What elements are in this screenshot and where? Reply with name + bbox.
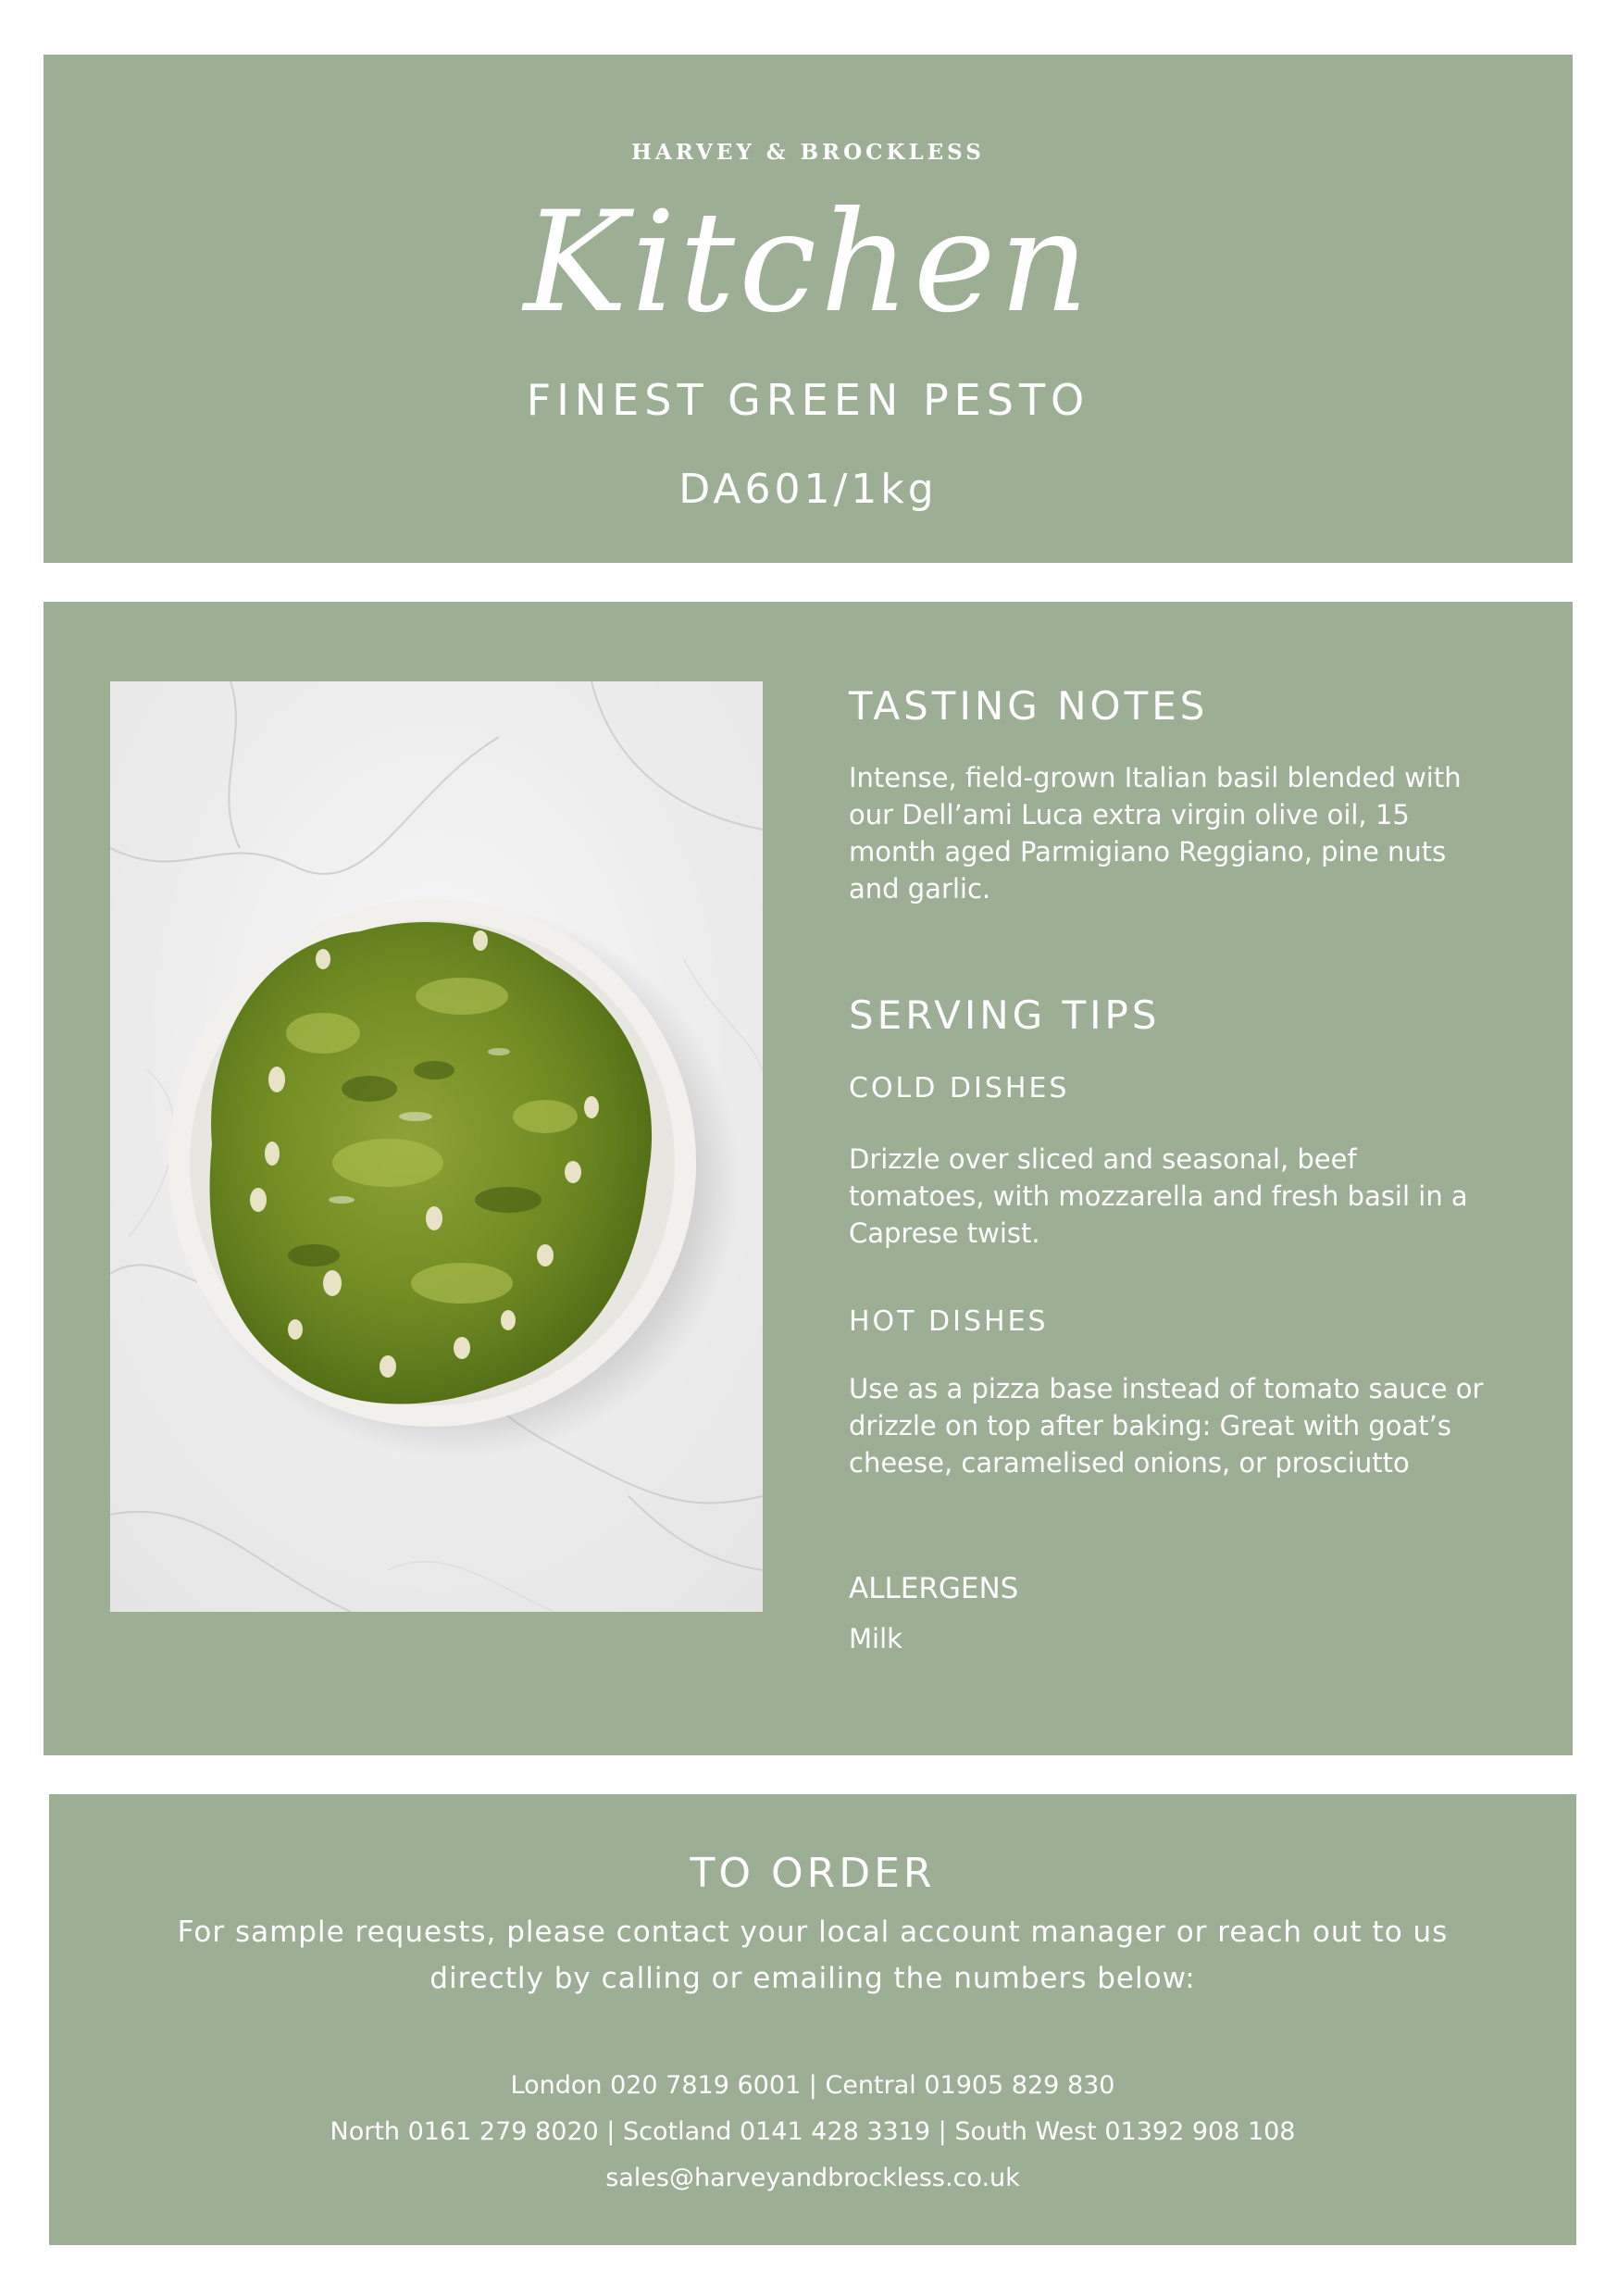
product-code: DA601/1kg	[678, 466, 938, 513]
product-title: FINEST GREEN PESTO	[526, 375, 1090, 425]
hot-dishes-text: Use as a pizza base instead of tomato sauce or drizzle on top after baking: Great with goat’s cheese, caramelised onions, or prosciutto	[849, 1373, 1484, 1479]
brand-name: HARVEY & BROCKLESS	[631, 140, 985, 165]
content-panel	[44, 602, 1573, 1755]
cold-dishes-heading: COLD DISHES	[849, 1072, 1070, 1104]
contact-numbers-line-1: London 020 7819 6001 | Central 01905 829 830	[510, 2071, 1115, 2100]
cold-dishes-text: Drizzle over sliced and seasonal, beef tomatoes, with mozzarella and fresh basil in a Caprese twist.	[849, 1143, 1468, 1249]
to-order-heading: TO ORDER	[690, 1850, 936, 1897]
header-panel	[44, 55, 1573, 563]
allergens-heading: ALLERGENS	[849, 1572, 1019, 1605]
hot-dishes-heading: HOT DISHES	[849, 1305, 1049, 1338]
contact-email[interactable]: sales@harveyandbrockless.co.uk	[605, 2164, 1020, 2192]
serving-tips-heading: SERVING TIPS	[849, 992, 1161, 1038]
allergens-value: Milk	[849, 1623, 902, 1654]
kitchen-logo: Kitchen	[523, 182, 1093, 343]
pesto-bowl-image	[110, 681, 763, 1612]
order-panel	[49, 1794, 1576, 2245]
order-instructions: For sample requests, please contact your local account manager or reach out to us directly by calling or emailing the numbers below:	[177, 1915, 1449, 1995]
tasting-notes-heading: TASTING NOTES	[849, 683, 1209, 729]
tasting-notes-text: Intense, field-grown Italian basil blended with our Dell’ami Luca extra virgin olive oil, 15 month aged Parmigiano Reggiano, pine nuts and garlic.	[849, 762, 1462, 905]
pesto-photo	[110, 681, 763, 1612]
contact-numbers-line-2: North 0161 279 8020 | Scotland 0141 428 3319 | South West 01392 908 108	[330, 2117, 1296, 2146]
